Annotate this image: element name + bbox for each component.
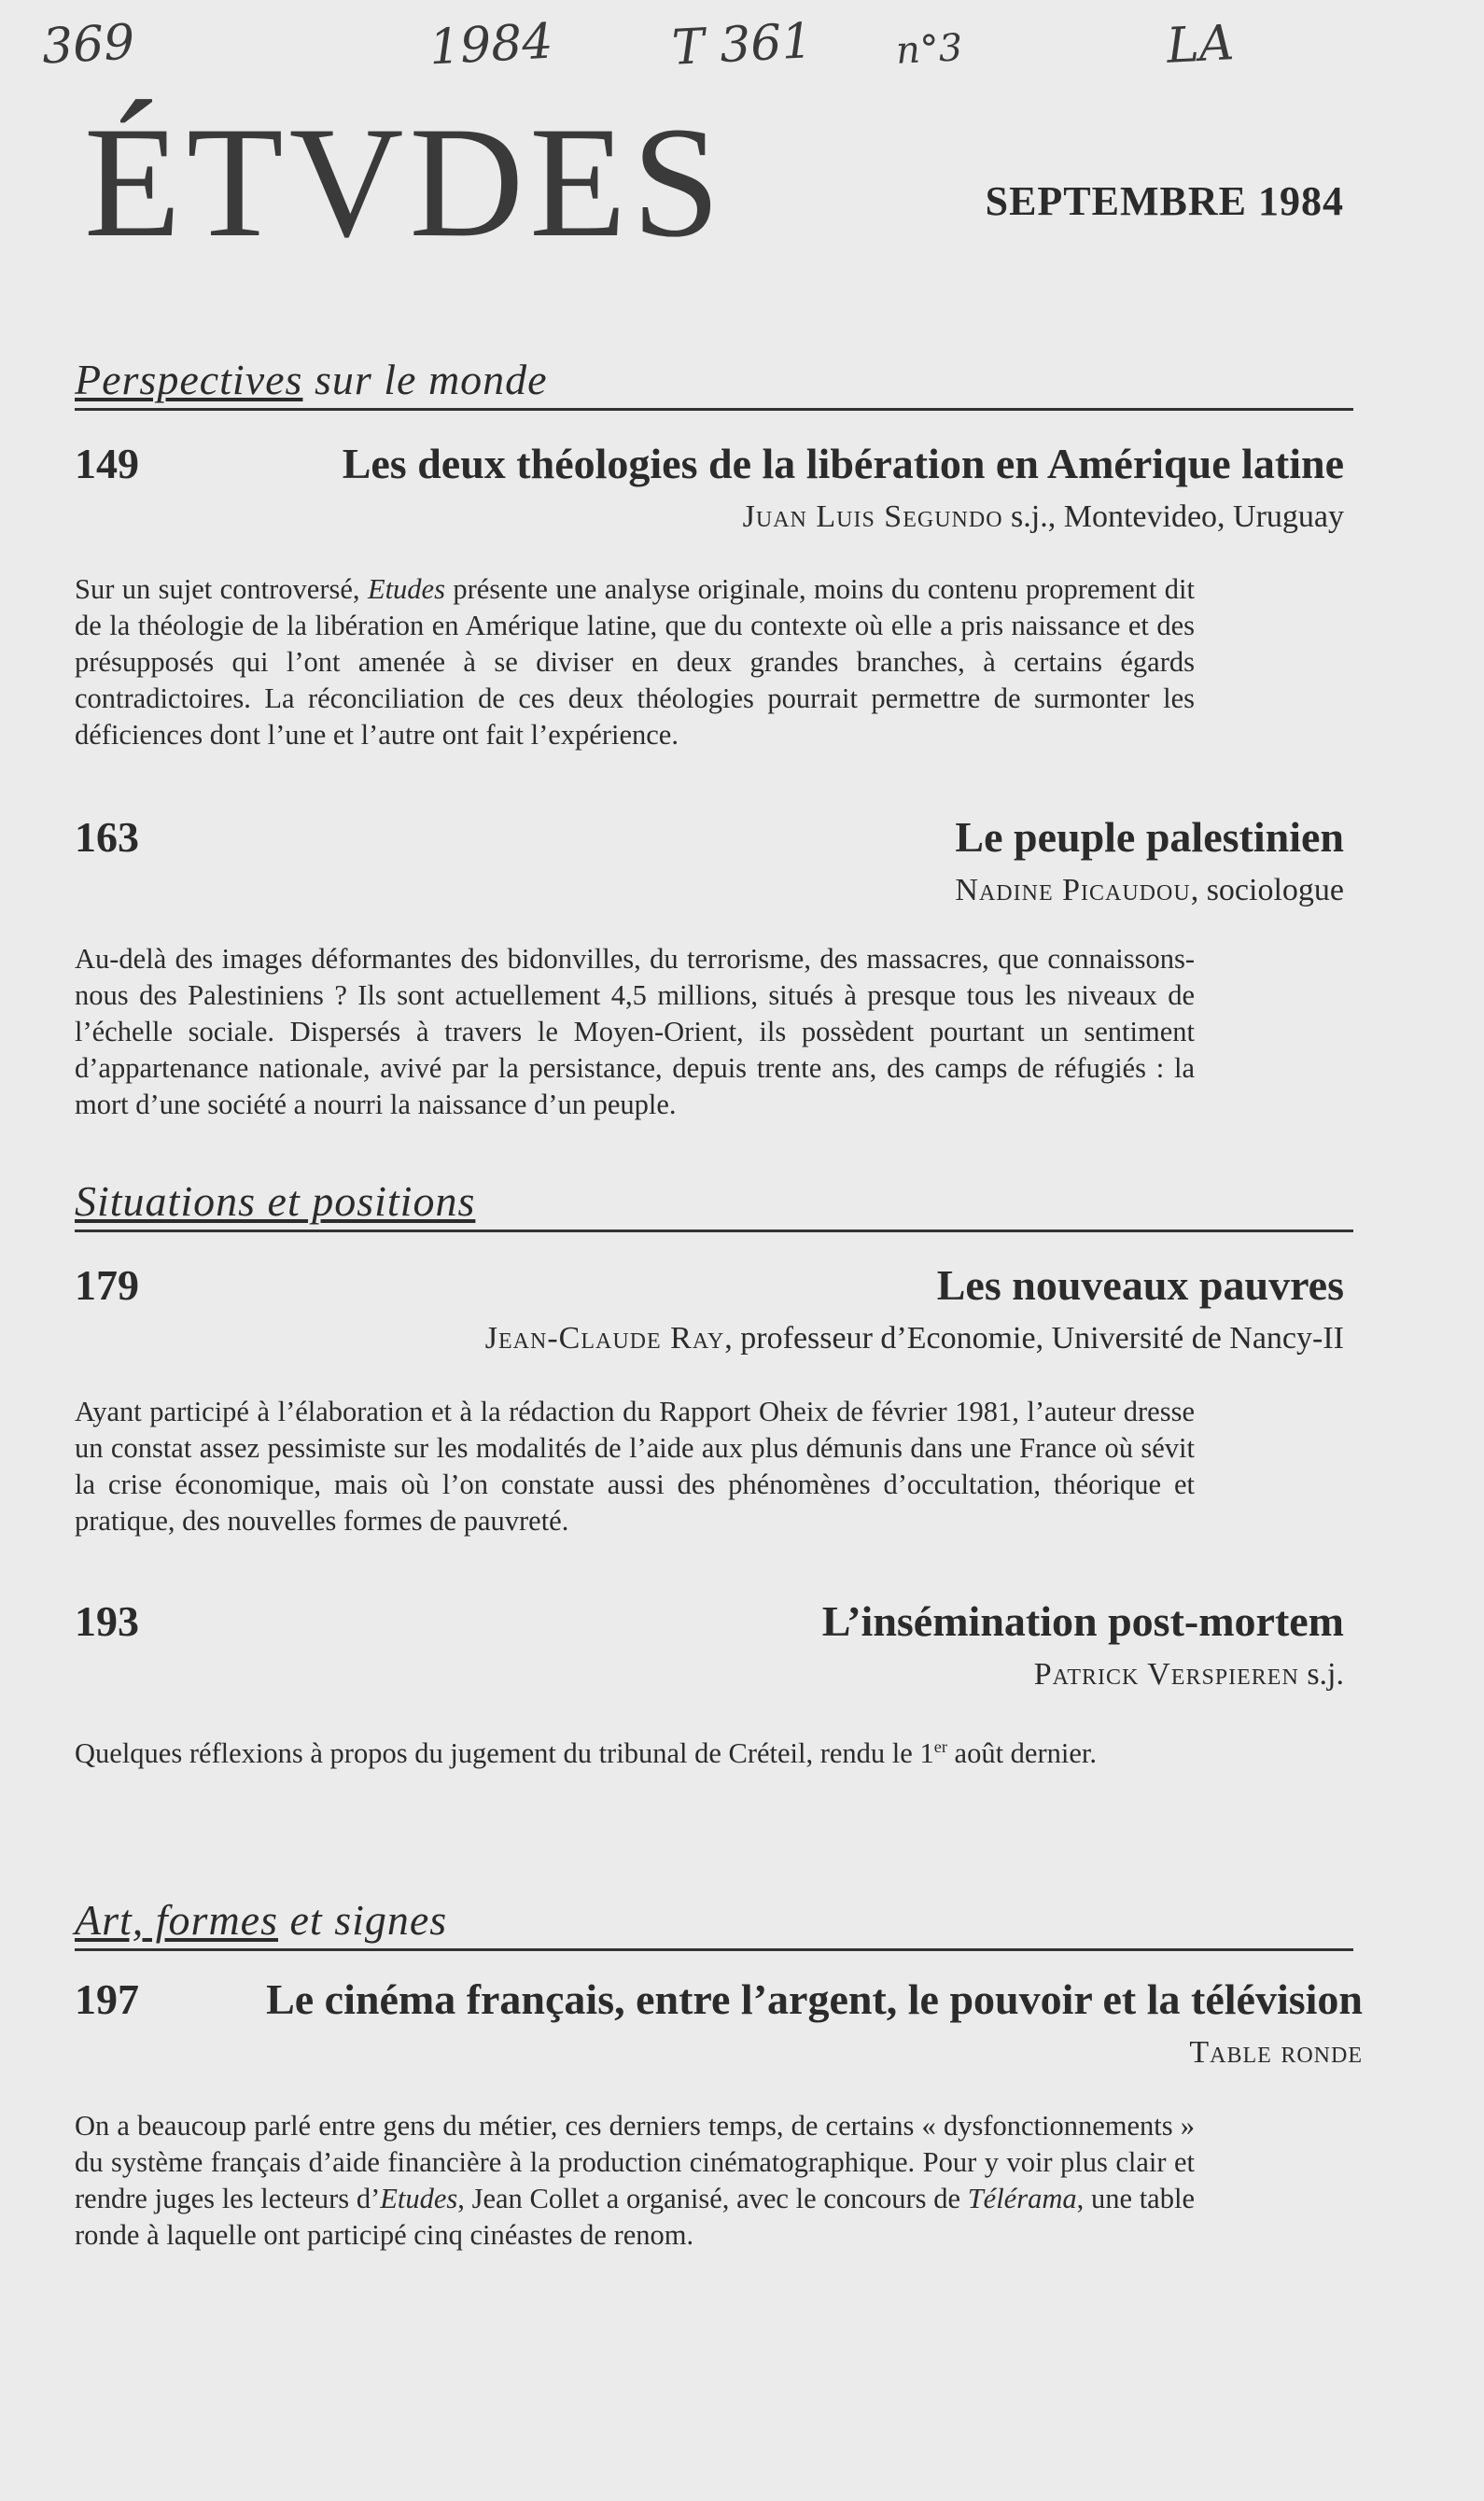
- issue-date: SEPTEMBRE 1984: [985, 178, 1344, 224]
- section-heading: Art, formes et signes: [75, 1897, 1353, 1951]
- article-abstract: Quelques réflexions à propos du jugement du tribunal de Créteil, rendu le 1er août dernier.: [75, 1737, 1097, 1770]
- section-heading: Perspectives sur le monde: [75, 357, 1353, 411]
- handwritten-note: LA: [1165, 15, 1236, 75]
- page-number: 179: [75, 1261, 139, 1309]
- page-number: 193: [75, 1597, 139, 1645]
- handwritten-note: n°3: [894, 26, 964, 73]
- article-author: Patrick Verspieren s.j.: [1033, 1657, 1344, 1692]
- handwritten-note: T 361: [670, 13, 814, 77]
- article-title: L’insémination post-mortem: [821, 1597, 1344, 1645]
- article-author: Nadine Picaudou, sociologue: [955, 873, 1344, 907]
- page-number: 163: [75, 813, 139, 861]
- article-abstract: Au-delà des images déformantes des bidonvilles, du terrorisme, des massacres, que connaissons-nous des Palestiniens ? Ils sont actuellement 4,5 millions, situés à presque tous les niveaux de l’échelle sociale. Dispersés à travers le Moyen-Orient, ils possèdent pourtant un sentiment d’appartenance nationale, avivé par la persistance, depuis trente ans, des camps de réfugiés : la mort d’une société a nourri la naissance d’un peuple.: [75, 943, 1195, 1120]
- article-title: Le cinéma français, entre l’argent, le pouvoir et la télévision: [266, 1975, 1363, 2023]
- article-author: Table ronde: [1189, 2035, 1363, 2070]
- handwritten-note: 1984: [427, 13, 554, 77]
- article-author: Juan Luis Segundo s.j., Montevideo, Uruguay: [742, 499, 1344, 534]
- article-author: Jean-Claude Ray, professeur d’Economie, Université de Nancy-II: [484, 1321, 1344, 1356]
- article-title: Le peuple palestinien: [955, 813, 1344, 861]
- article-title: Les nouveaux pauvres: [936, 1261, 1344, 1309]
- article-abstract: Sur un sujet controversé, Etudes présente une analyse originale, moins du contenu proprement dit de la théologie de la libération en Amérique latine, que du contexte où elle a pris naissance et des présupposés qui l’ont amenée à se diviser en deux grandes branches, à certains égards contradictoires. La réconciliation de ces deux théologies pourrait permettre de surmonter les déficiences dont l’une et l’autre ont fait l’expérience.: [75, 573, 1195, 751]
- page-number: 197: [75, 1975, 139, 2023]
- article-title: Les deux théologies de la libération en Amérique latine: [342, 440, 1344, 487]
- handwritten-note: 369: [40, 14, 136, 76]
- article-abstract: Ayant participé à l’élaboration et à la rédaction du Rapport Oheix de février 1981, l’auteur dresse un constat assez pessimiste sur les modalités de l’aide aux plus démunis dans une France où sévit la crise économique, mais où l’on constate aussi des phénomènes d’occultation, théorique et pratique, des nouvelles formes de pauvreté.: [75, 1396, 1195, 1537]
- article-abstract: On a beaucoup parlé entre gens du métier, ces derniers temps, de certains « dysfonctionnements » du système français d’aide financière à la production cinématographique. Pour y voir plus clair et rendre juges les lecteurs d’Etudes, Jean Collet a organisé, avec le concours de Télérama, une table ronde à laquelle ont participé cinq cinéastes de renom.: [75, 2110, 1195, 2251]
- section-heading: Situations et positions: [75, 1178, 1353, 1232]
- page-number: 149: [75, 440, 139, 487]
- masthead-title: ÉTVDES: [84, 94, 726, 270]
